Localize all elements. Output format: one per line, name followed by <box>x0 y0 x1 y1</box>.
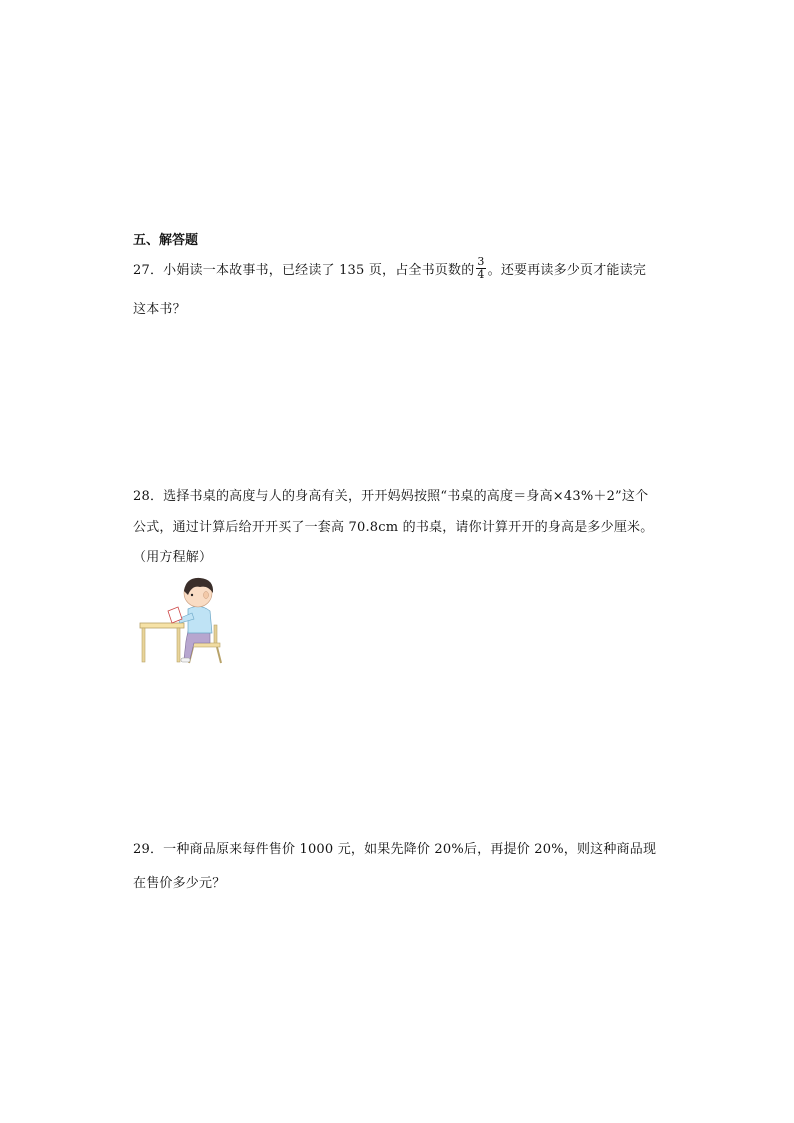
child-shoe <box>181 658 190 662</box>
fraction-three-quarters <box>476 256 485 281</box>
question-28-line-2: 公式，通过计算后给开开买了一套高 70.8cm 的书桌，请你计算开开的身高是多少厘米。 <box>133 520 654 535</box>
question-27-text-after-fraction: 。还要再读多少页才能读完 <box>487 263 647 278</box>
question-28-line-1: 28．选择书桌的高度与人的身高有关，开开妈妈按照“书桌的高度＝身高×43%＋2”这个 <box>133 489 649 504</box>
question-27-line-1 <box>133 255 647 283</box>
child-eye <box>191 594 193 596</box>
child-ear <box>204 592 209 599</box>
child-at-desk-illustration <box>138 573 226 665</box>
question-27-line-2: 这本书？ <box>133 302 186 317</box>
fraction-denominator: 4 <box>477 268 485 281</box>
question-29-line-2: 在售价多少元？ <box>133 876 226 891</box>
chair-seat <box>190 643 220 647</box>
chair-back <box>214 625 217 645</box>
fraction-numerator: 3 <box>477 255 485 268</box>
chair-leg-back <box>217 647 221 663</box>
desk-top <box>140 623 184 628</box>
question-27-text-before-fraction: 27．小娟读一本故事书，已经读了 135 页，占全书页数的 <box>133 263 475 278</box>
desk-leg-right <box>177 628 180 662</box>
section-title: 五、解答题 <box>133 233 199 248</box>
desk-leg-left <box>142 628 145 662</box>
question-29-line-1: 29．一种商品原来每件售价 1000 元，如果先降价 20%后，再提价 20%，则这种商品现 <box>133 842 657 857</box>
question-28-line-3: （用方程解） <box>133 550 213 565</box>
